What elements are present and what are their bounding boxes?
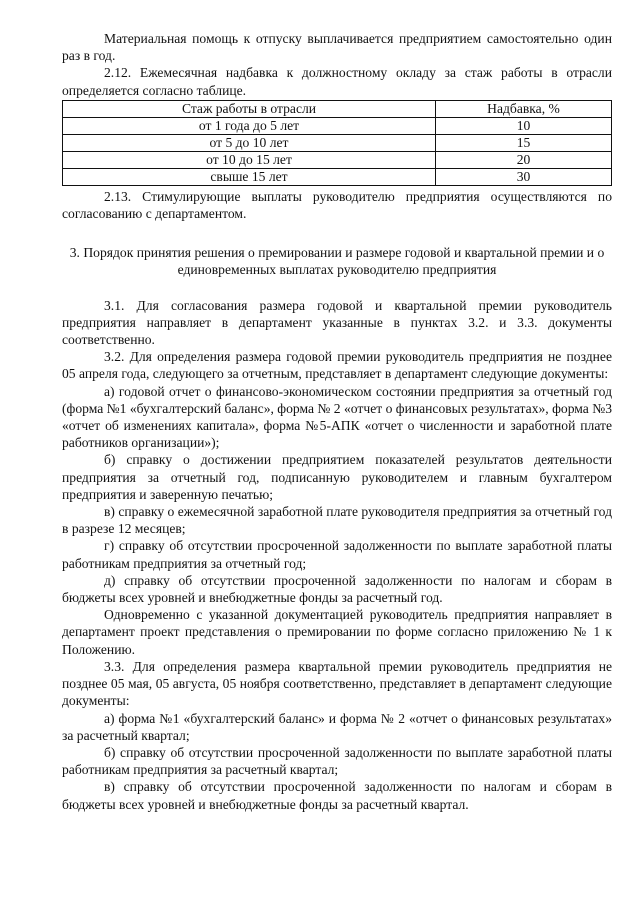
- list-item: в) справку о ежемесячной заработной плате руководителя предприятия за отчетный год в разрезе 12 месяцев;: [62, 504, 612, 537]
- seniority-table: [62, 100, 612, 186]
- table-row: [63, 151, 612, 168]
- paragraph-simultaneously: Одновременно с указанной документацией руководитель предприятия направляет в департамент проект представления о премировании по форме согласно приложению № 1 к Положению.: [62, 607, 612, 657]
- paragraph-2-12: 2.12. Ежемесячная надбавка к должностному окладу за стаж работы в отрасли определяется согласно таблице.: [62, 65, 612, 98]
- table-cell: 20: [436, 151, 612, 168]
- table-cell: 15: [436, 134, 612, 151]
- table-header-cell: Стаж работы в отрасли: [63, 100, 436, 117]
- list-item: д) справку об отсутствии просроченной задолженности по налогам и сборам в бюджеты всех уровней и внебюджетные фонды за расчетный год.: [62, 572, 612, 606]
- document-page: [62, 30, 612, 813]
- table-row: [63, 117, 612, 134]
- table-cell: от 1 года до 5 лет: [63, 117, 436, 134]
- paragraph-2-11: Материальная помощь к отпуску выплачивается предприятием самостоятельно один раз в год.: [62, 31, 612, 64]
- table-row: [63, 168, 612, 185]
- list-item: б) справку о достижении предприятием показателей результатов деятельности предприятия за отчетный год, подписанную руководителем и главным бухгалтером предприятия и заверенную печатью;: [62, 452, 612, 502]
- table-cell: от 10 до 15 лет: [63, 151, 436, 168]
- paragraph-2-13: 2.13. Стимулирующие выплаты руководителю предприятия осуществляются по согласованию с департаментом.: [62, 188, 612, 222]
- list-item: в) справку об отсутствии просроченной задолженности по налогам и сборам в бюджеты всех уровней и внебюджетные фонды за расчетный квартал.: [62, 779, 612, 812]
- table-cell: свыше 15 лет: [63, 168, 436, 185]
- table-row: [63, 134, 612, 151]
- list-item: б) справку об отсутствии просроченной задолженности по выплате заработной платы работникам предприятия за расчетный квартал;: [62, 744, 612, 778]
- table-cell: 30: [436, 168, 612, 185]
- paragraph-3-1: 3.1. Для согласования размера годовой и квартальной премии руководитель предприятия направляет в департамент указанные в пунктах 3.2. и 3.3. документы соответственно.: [62, 297, 612, 348]
- paragraph-3-2: 3.2. Для определения размера годовой премии руководитель предприятия не позднее 05 апреля года, следующего за отчетным, представляет в департамент следующие документы:: [62, 349, 612, 382]
- list-item: а) годовой отчет о финансово-экономическом состоянии предприятия за отчетный год (форма №1 «бухгалтерский баланс», форма № 2 «отчет о финансовых результатах», форма №3 «отчет об изменениях капитала», форма №5-АПК «отчет о численности и заработной плате работников организации»);: [62, 383, 612, 451]
- table-header-cell: Надбавка, %: [436, 100, 612, 117]
- list-item: а) форма №1 «бухгалтерский баланс» и форма № 2 «отчет о финансовых результатах» за расчетный квартал;: [62, 710, 612, 743]
- section-3-heading: 3. Порядок принятия решения о премировании и размере годовой и квартальной премии и о единовременных выплатах руководителю предприятия: [69, 245, 605, 278]
- table-cell: от 5 до 10 лет: [63, 134, 436, 151]
- list-item: г) справку об отсутствии просроченной задолженности по выплате заработной платы работникам предприятия за отчетный год;: [62, 538, 612, 571]
- table-cell: 10: [436, 117, 612, 134]
- paragraph-3-3: 3.3. Для определения размера квартальной премии руководитель предприятия не позднее 05 мая, 05 августа, 05 ноября соответственно, представляет в департамент следующие документы:: [62, 658, 612, 709]
- table-header-row: [63, 100, 612, 117]
